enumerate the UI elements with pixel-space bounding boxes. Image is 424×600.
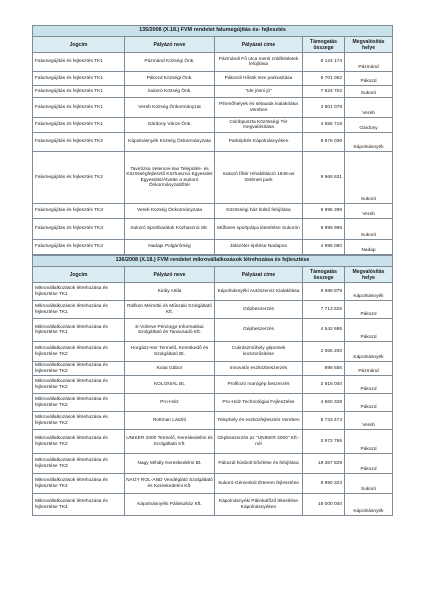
grant-type-cell: Falumegújítás és fejlesztés TK1 [33,98,125,118]
project-title-cell: Gépbeszerzés az "UNIKER 2000" Kft.-nél [215,430,303,454]
applicant-cell: Pázmánd Községi Önk. [125,53,215,72]
section-title-row [33,256,393,267]
project-title-cell: Műfüves sportpálya létesítése Sukorón [215,219,303,240]
location-cell: Kápolnásnyék [345,133,393,152]
grant-type-cell: Mikrovállalkozások létrehozása és fejlesztése TK1 [33,283,125,301]
location-cell: Vereb [345,412,393,430]
grant-type-cell: Falumegújítás és fejlesztés TK3 [33,219,125,240]
grant-type-cell: Mikrovállalkozások létrehozása és fejlesztése TK2 [33,362,125,376]
project-title-cell: Játszótér építése Nadapon [215,240,303,255]
grant-type-cell: Mikrovállalkozások létrehozása és fejlesztése TK2 [33,342,125,362]
applicant-cell: Nagy Mihály Kereskedelmi Bt. [125,454,215,474]
applicant-cell: Kápolnásnyéki Pálinkaház Kft. [125,494,215,516]
applicant-cell: Sukoró Község Önk. [125,86,215,98]
funding-table-136 [32,255,393,516]
amount-cell: 9 996 399 [303,204,345,219]
section-title: 136/2008 (X.18.) FVM rendelet mikrovállalkozások létrehozása és fejlesztése [33,256,393,267]
project-title-cell: Innovatív eszközbeszerzés [215,362,303,376]
location-cell: Sukoró [345,152,393,204]
project-title-cell: Pázmándi Fő utca menti zöldfelületek felújítása [215,53,303,72]
applicant-cell: Vereb Község Önkormányzat [125,98,215,118]
grant-type-cell: Falumegújítás és fejlesztés TK3 [33,240,125,255]
table-row [33,301,393,319]
location-cell: Pákozd [345,394,393,412]
grant-type-cell: Mikrovállalkozások létrehozása és fejlesztése TK2 [33,376,125,394]
grant-type-cell: Falumegújítás és fejlesztés TK1 [33,118,125,133]
project-title-cell: Gépbeszerzés [215,319,303,342]
location-cell: Vereb [345,98,393,118]
project-title-cell: Kápolnásnyéki Pálinkafőző létesítése Kápolnásnyéken [215,494,303,516]
grant-type-cell: Falumegújítás és fejlesztés TK1 [33,53,125,72]
project-title-cell: Sukoró főtér rehabilitáció 1848-as történeti park [215,152,303,204]
table-row [33,133,393,152]
project-title-cell: Profilozó marógép beszerzés [215,376,303,394]
table-row [33,474,393,494]
grant-type-cell: Mikrovállalkozások létrehozása és fejlesztése TK2 [33,430,125,454]
location-cell: Vereb [345,204,393,219]
amount-cell: 8 124 174 [303,53,345,72]
grant-type-cell: Mikrovállalkozások létrehozása és fejlesztése TK4 [33,494,125,516]
grant-type-cell: Falumegújítás és fejlesztés TK2 [33,133,125,152]
location-cell: Pákozd [345,454,393,474]
location-cell: Kápolnásnyék [345,283,393,301]
column-header: Pályázat címe [215,267,303,283]
applicant-cell: KOLONIÁL Bt. [125,376,215,394]
table-row [33,204,393,219]
amount-cell: 18 367 829 [303,454,345,474]
location-cell: Sukoró [345,86,393,98]
table-row [33,494,393,516]
table-row [33,72,393,86]
amount-cell: 9 968 631 [303,152,345,204]
project-title-cell: Pihenőhelyek és sétautak kialakítása Vereben [215,98,303,118]
amount-cell: 9 688 879 [303,283,345,301]
applicant-cell: Rottman László [125,412,215,430]
project-title-cell: Közösségi ház külső felújítása [215,204,303,219]
amount-cell: 4 660 328 [303,394,345,412]
table-row [33,362,393,376]
grant-type-cell: Falumegújítás és fejlesztés TK1 [33,86,125,98]
table-row [33,152,393,204]
table-row [33,240,393,255]
applicant-cell: NAGY ROL-AND Vendéglátó Szolgáltató és Kereskedelmi Kft. [125,474,215,494]
amount-cell: 4 542 686 [303,319,345,342]
applicant-cell: Pákozd Községi Önk. [125,72,215,86]
amount-cell: 3 801 078 [303,98,345,118]
applicant-cell: Rollkon Mérnöki és Műszaki Szolgáltató Kft. [125,301,215,319]
applicant-cell: Sukoró Sportbarátok Közhasznú SE. [125,219,215,240]
amount-cell: 2 065 200 [303,342,345,362]
section-title: 135/2008 (X.18.) FVM rendelet falumegújítás és- fejlesztés [33,26,393,37]
location-cell: Pákozd [345,376,393,394]
project-title-cell: Cukrászműhely gépeinek korszerűsítése [215,342,303,362]
grant-type-cell: Mikrovállalkozások létrehozása és fejlesztése TK2 [33,394,125,412]
table-row [33,53,393,72]
location-cell: Pákozd [345,319,393,342]
location-cell: Pákozd [345,430,393,454]
amount-cell: 4 996 080 [303,240,345,255]
table-row [33,394,393,412]
amount-cell: 6 701 062 [303,72,345,86]
funding-table-135 [32,25,393,255]
table-row [33,98,393,118]
column-header: Megvalósítás helye [345,267,393,283]
location-cell: Nadap [345,240,393,255]
column-header: Jogcím [33,37,125,53]
applicant-cell: Tavirózsa Velencei-tavi Település- és Közösségfejlesztő Közhasznú Egyesület Egyesület/Átvette a Sukoró Önkormányzat/Êtér [125,152,215,204]
table-row [33,342,393,362]
column-header: Pályázat címe [215,37,303,53]
amount-cell: 8 676 036 [303,133,345,152]
column-header: Pályázó neve [125,37,215,53]
table-row [33,376,393,394]
location-cell: Pázmánd [345,53,393,72]
applicant-cell: Kutai Gábor [125,362,215,376]
grant-type-cell: Falumegújítás és fejlesztés TK1 [33,72,125,86]
amount-cell: 898 656 [303,362,345,376]
project-title-cell: "Ide jönni jó" [215,86,303,98]
location-cell: Pázmánd [345,362,393,376]
header-row [33,37,393,53]
table-row [33,454,393,474]
amount-cell: 7 713 625 [303,301,345,319]
applicant-cell: Király Attila [125,283,215,301]
location-cell: Kápolnásnyék [345,342,393,362]
grant-type-cell: Mikrovállalkozások létrehozása és fejlesztése TK1 [33,319,125,342]
column-header: Támogatás összege [303,37,345,53]
amount-cell: 8 990 323 [303,474,345,494]
applicant-cell: Vereb Község Önkormányzata [125,204,215,219]
location-cell: Kápolnásnyék [345,494,393,516]
grant-type-cell: Falumegújítás és fejlesztés TK2 [33,152,125,204]
project-title-cell: Gépbeszerzés [215,301,303,319]
applicant-cell: Horgász-Ker Termelő, Kereskedő és Szolgáltató Bt. [125,342,215,362]
project-title-cell: Kápolnásnyéki Autószerviz Kialakítása [215,283,303,301]
document-page [32,25,392,516]
project-title-cell: Sukoró-Gémeskút Étterem fejlesztése [215,474,303,494]
applicant-cell: Nadapi Polgárőrség [125,240,215,255]
section-title-row [33,26,393,37]
project-title-cell: Telephely és eszközfejlesztés Vereben [215,412,303,430]
table-row [33,412,393,430]
project-title-cell: Pro-Holz Technológiai Fejlesztése [215,394,303,412]
grant-type-cell: Mikrovállalkozások létrehozása és fejlesztése TK1 [33,301,125,319]
location-cell: Gárdony [345,118,393,133]
table-row [33,319,393,342]
amount-cell: 18 000 000 [303,494,345,516]
table-row [33,86,393,98]
table-row [33,219,393,240]
amount-cell: 3 972 766 [303,430,345,454]
applicant-cell: E-Volreve Pénzügyi-Informatikai Szolgáltató és Tanácsadó Kft. [125,319,215,342]
column-header: Támogatás összege [303,267,345,283]
column-header: Jogcím [33,267,125,283]
applicant-cell: Gárdony Város Önk. [125,118,215,133]
amount-cell: 8 733 474 [303,412,345,430]
project-title-cell: Csiribpuszta Közösségi Tér megvalósítása [215,118,303,133]
amount-cell: 7 624 702 [303,86,345,98]
applicant-cell: Kápolnásnyék Község Önkormányzata [125,133,215,152]
applicant-cell: UNIKER 2000 Termelő, Kereskedelmi és Szolgáltató Kft. [125,430,215,454]
project-title-cell: Parképítés Kápolnásnyéken [215,133,303,152]
location-cell: Sukoró [345,474,393,494]
table-row [33,283,393,301]
table-row [33,430,393,454]
project-title-cell: Pákozdi Hősök tere parkosítása [215,72,303,86]
column-header: Megvalósítás helye [345,37,393,53]
grant-type-cell: Falumegújítás és fejlesztés TK3 [33,204,125,219]
header-row [33,267,393,283]
project-title-cell: Pákozdi húsbolt bővítése és felújítása [215,454,303,474]
amount-cell: 4 655 718 [303,118,345,133]
location-cell: Sukoró [345,219,393,240]
grant-type-cell: Mikrovállalkozások létrehozása és fejlesztése TK2 [33,412,125,430]
grant-type-cell: Mikrovállalkozások létrehozása és fejlesztése TK3 [33,454,125,474]
table-row [33,118,393,133]
location-cell: Pákozd [345,72,393,86]
applicant-cell: Pro-Holz [125,394,215,412]
grant-type-cell: Mikrovállalkozások létrehozása és fejlesztése TK4 [33,474,125,494]
column-header: Pályázó neve [125,267,215,283]
amount-cell: 2 916 000 [303,376,345,394]
location-cell: Pákozd [345,301,393,319]
amount-cell: 9 999 999 [303,219,345,240]
